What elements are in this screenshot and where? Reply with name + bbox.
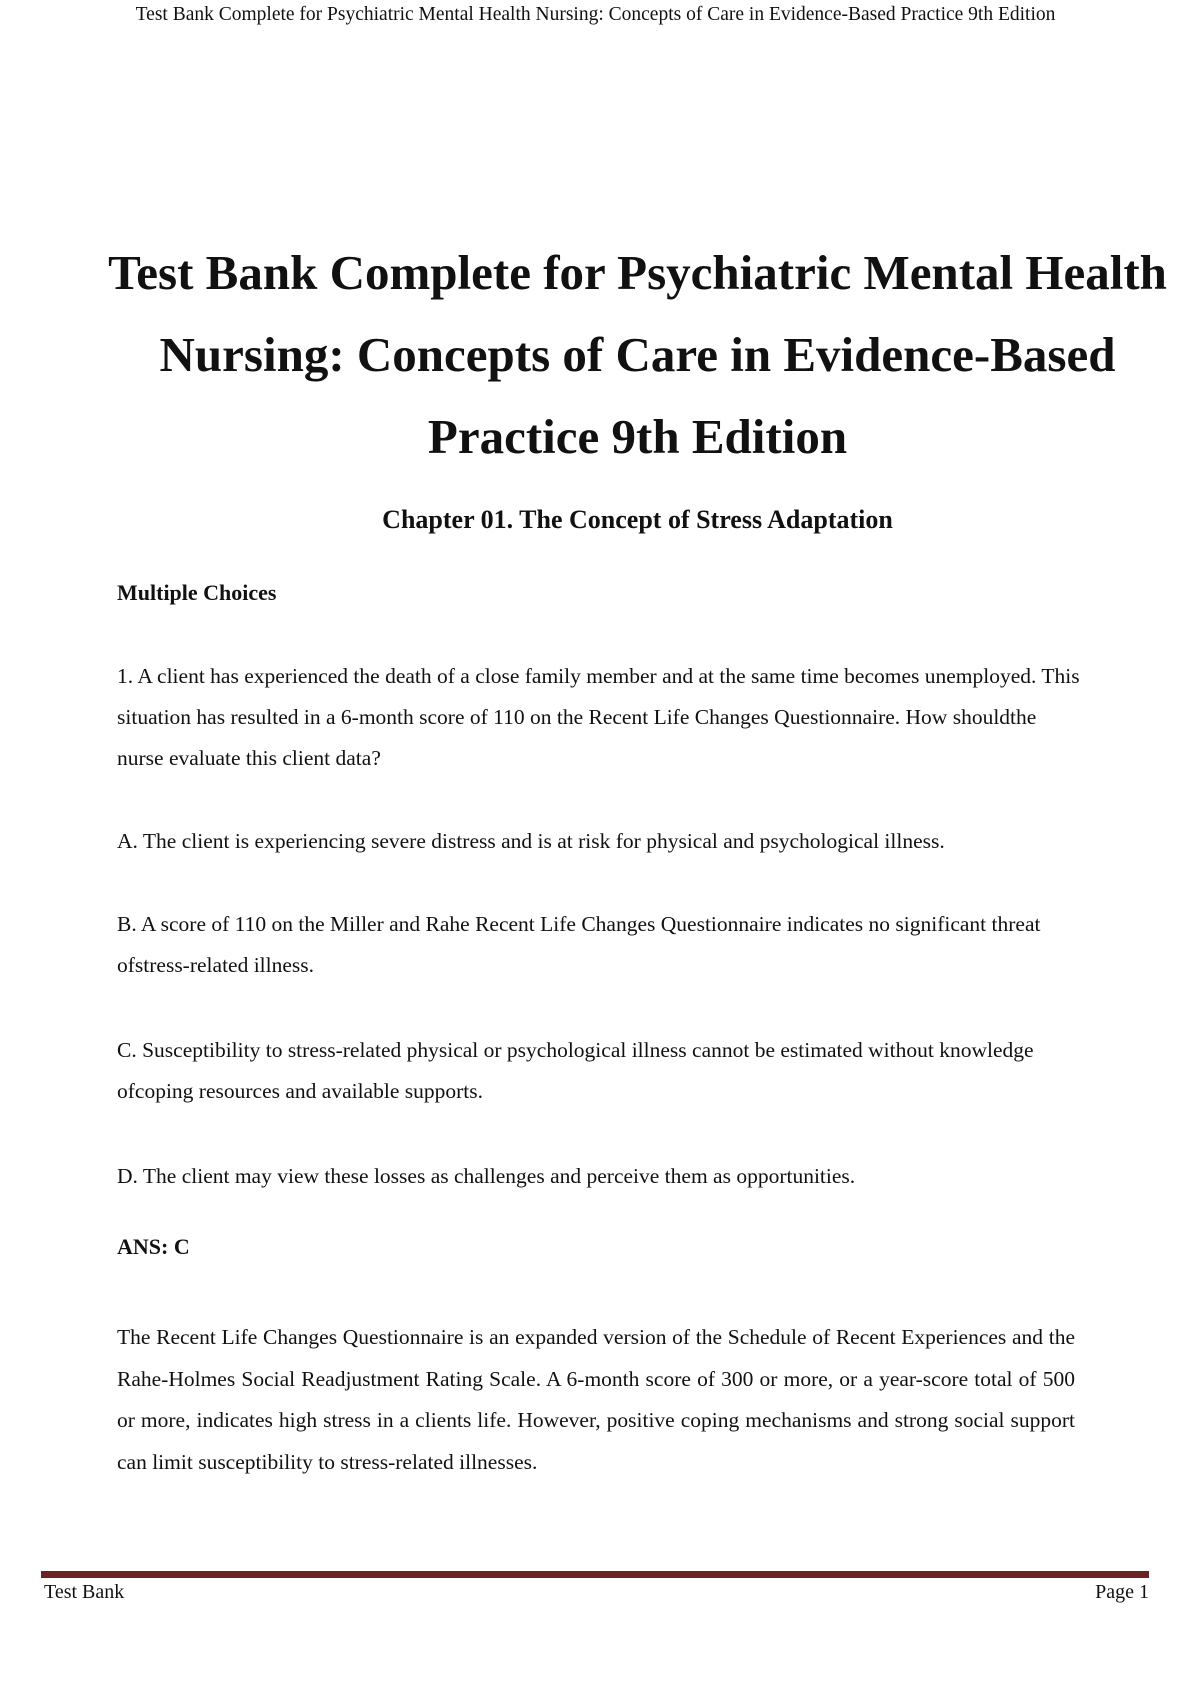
document-title: Test Bank Complete for Psychiatric Mental Health Nursing: Concepts of Care in Evidence-Based Practice 9th Edition bbox=[108, 245, 1167, 464]
option-text: A score of 110 on the Miller and Rahe Recent Life Changes Questionnaire indicates no significant threat ofstress-related illness. bbox=[117, 912, 1041, 977]
footer-divider bbox=[41, 1571, 1149, 1578]
answer-rationale: The Recent Life Changes Questionnaire is an expanded version of the Schedule of Recent Experiences and the Rahe-Holmes Social Readjustment Rating Scale. A 6-month score of 300 or more, or a year-score total of 500 or more, indicates high stress in a clients life. However, positive coping mechanisms and strong social support can limit susceptibility to stress-related illnesses. bbox=[117, 1325, 1075, 1474]
option-letter: A. bbox=[117, 829, 138, 853]
option-text: The client is experiencing severe distress and is at risk for physical and psychological illness. bbox=[142, 829, 945, 853]
answer-option-d bbox=[117, 1156, 1087, 1197]
answer-option-a bbox=[117, 821, 1087, 862]
option-text: The client may view these losses as challenges and perceive them as opportunities. bbox=[142, 1164, 856, 1188]
section-heading: Multiple Choices bbox=[117, 580, 277, 605]
option-text: Susceptibility to stress-related physical or psychological illness cannot be estimated without knowledge ofcoping resources and available supports. bbox=[117, 1038, 1034, 1103]
running-header: Test Bank Complete for Psychiatric Mental Health Nursing: Concepts of Care in Evidence-Based Practice 9th Edition bbox=[135, 4, 1056, 25]
answer-key: ANS: C bbox=[117, 1234, 190, 1259]
question-stem bbox=[117, 656, 1087, 779]
footer-label: Test Bank bbox=[44, 1581, 125, 1603]
option-letter: D. bbox=[117, 1164, 138, 1188]
page-number: Page 1 bbox=[1095, 1581, 1149, 1603]
option-letter: B. bbox=[117, 912, 137, 936]
answer-option-b bbox=[117, 904, 1087, 986]
option-letter: C. bbox=[117, 1038, 137, 1062]
answer-option-c bbox=[117, 1030, 1087, 1112]
question-text: A client has experienced the death of a close family member and at the same time becomes unemployed. This situation has resulted in a 6-month score of 110 on the Recent Life Changes Questionnaire. How shouldthe nurse evaluate this client data? bbox=[117, 664, 1080, 770]
chapter-heading: Chapter 01. The Concept of Stress Adaptation bbox=[382, 505, 893, 534]
question-number: 1. bbox=[117, 664, 134, 688]
